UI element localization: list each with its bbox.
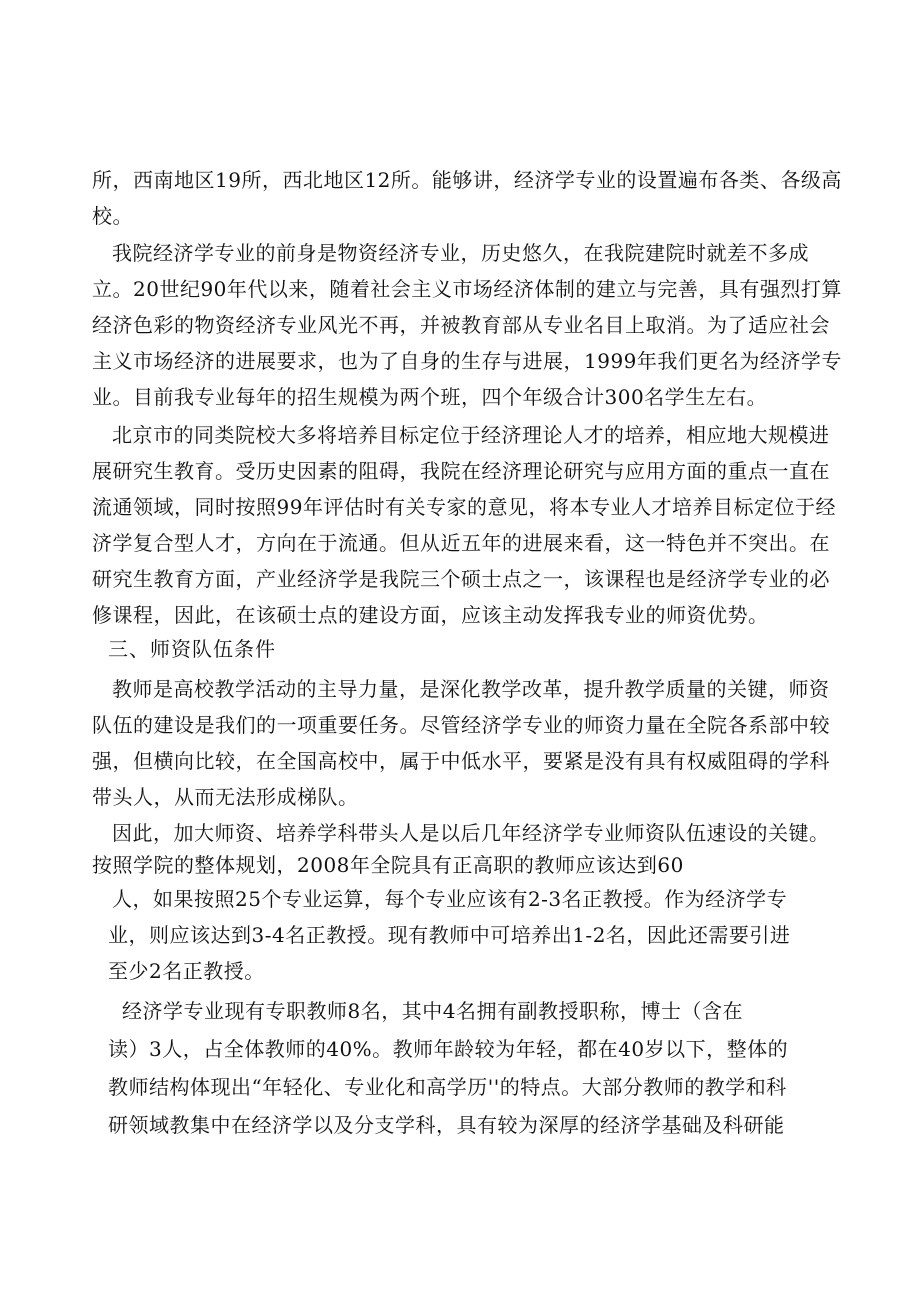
text-line-25: 读）3人，占全体教师的40%。教师年龄较为年轻，都在40岁以下，整体的 (108, 1037, 789, 1061)
text-line-12: 研究生教育方面，产业经济学是我院三个硕士点之一，该课程也是经济学专业的必 (92, 567, 830, 591)
text-line-8: 北京市的同类院校大多将培养目标定位于经济理论人才的培养，相应地大规模进 (112, 423, 830, 447)
text-line-9: 展研究生教育。受历史因素的阻碍，我院在经济理论研究与应用方面的重点一直在 (92, 459, 830, 483)
text-line-18: 带头人，从而无法形成梯队。 (92, 785, 359, 809)
text-line-4: 立。20世纪90年代以来，随着社会主义市场经济体制的建立与完善，具有强烈打算 (92, 277, 842, 301)
text-line-16: 队伍的建设是我们的一项重要任务。尽管经济学专业的师资力量在全院各系部中较 (92, 713, 830, 737)
text-line-11: 济学复合型人才，方向在于流通。但从近五年的进展来看，这一特色并不突出。在 (92, 531, 830, 555)
text-line-21: 人，如果按照25个专业运算，每个专业应该有2-3名正教授。作为经济学专 (112, 887, 788, 911)
text-line-15: 教师是高校教学活动的主导力量，是深化教学改革，提升教学质量的关键，师资 (112, 677, 830, 701)
text-line-13: 修课程，因此，在该硕士点的建设方面，应该主动发挥我专业的师资优势。 (92, 603, 769, 627)
text-line-27: 研领域教集中在经济学以及分支学科，具有较为深厚的经济学基础及科研能 (108, 1113, 785, 1137)
text-line-23: 至少2名正教授。 (108, 959, 265, 983)
text-line-26: 教师结构体现出“年轻化、专业化和高学历''的特点。大部分教师的教学和科 (108, 1075, 787, 1099)
text-line-17: 强，但横向比较，在全国高校中，属于中低水平，要紧是没有具有权威阻碍的学科 (92, 749, 830, 773)
text-line-6: 主义市场经济的进展要求，也为了自身的生存与进展，1999年我们更名为经济学专 (92, 349, 842, 373)
text-line-19: 因此，加大师资、培养学科带头人是以后几年经济学专业师资队伍速设的关键。 (112, 821, 830, 845)
text-line-22: 业，则应该达到3-4名正教授。现有教师中可培养出1-2名，因此还需要引进 (108, 923, 791, 947)
text-line-24: 经济学专业现有专职教师8名，其中4名拥有副教授职称，博士（含在 (122, 999, 743, 1023)
section-heading: 三、师资队伍条件 (108, 637, 276, 661)
text-line-10: 流通领域，同时按照99年评估时有关专家的意见，将本专业人才培养目标定位于经 (92, 495, 836, 519)
text-line-20: 按照学院的整体规划，2008年全院具有正高职的教师应该达到60 (92, 853, 684, 877)
text-line-5: 经济色彩的物资经济专业风光不再，并被教育部从专业名目上取消。为了适应社会 (92, 313, 830, 337)
text-line-3: 我院经济学专业的前身是物资经济专业，历史悠久，在我院建院时就差不多成 (112, 241, 809, 265)
text-line-2: 校。 (92, 204, 133, 228)
text-line-7: 业。目前我专业每年的招生规模为两个班，四个年级合计300名学生左右。 (92, 385, 768, 409)
text-line-1: 所，西南地区19所，西北地区12所。能够讲，经济学专业的设置遍布各类、各级高 (92, 168, 842, 192)
